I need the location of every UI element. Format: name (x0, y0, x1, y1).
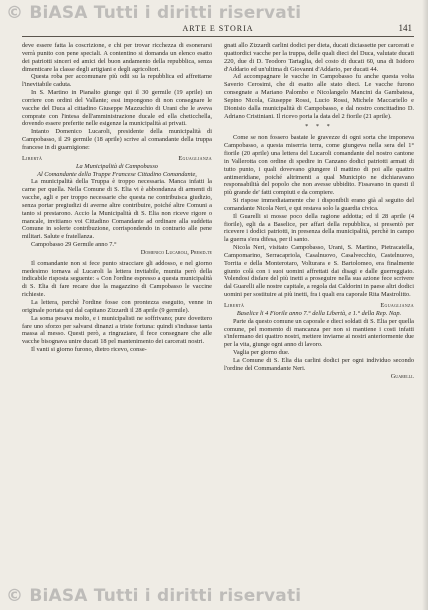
paragraph: Vaglia per giorno due. (233, 349, 290, 357)
paragraph: Parte da questo comune un caporale e dieci soldati di S. Elia per quella comune, pel momento di mancanza per non si mantiene i costi infatti s'infermano dei quattro nostri, mettere inviarne ai nostri anteriormente due per la vita, giunge ogni anno di lavoro. (224, 317, 414, 349)
paragraph: Il Guarelli si mosse poco della ragione addotta; ed il 28 aprile (4 fiorile), egli da a Baselice, per affari della repubblica, si presentò per ricevere i dodici patriotti, in presenza della municipalità, perchè in campo la guerra s'era difesa, per il santo. (224, 212, 414, 244)
watermark-top: © BiASA Tutti i diritti riservati (6, 3, 302, 23)
letter-label-liberta: Libertà (224, 302, 245, 309)
paragraph: Il vanti si giorno furono, dietro ricevo, conse- (31, 346, 147, 354)
left-column (22, 42, 212, 584)
paragraph: La lettera, perchè l'ordine fosse con prontezza eseguito, venne in originale portata qui dal capitano Zizzardi il 28 aprile (9 germile). (22, 299, 212, 314)
letter-header (22, 155, 212, 163)
letter-date: Baselice li 4 Fiorile anno 7.° della Libertà, e 1.° della Rep. Nap. (236, 309, 402, 317)
paragraph: Nicola Neri, visitato Campobasso, Urani, S. Martino, Pietracatella, Campomarino, Serracapriola, Casalnuovo, Casalvecchio, Castelnuovo, Torrita e della Monterotaro, Volturara e S. Bartolomeo, era finalmente giunto colà con i suoi uomini affrettati dai disagi e dalle guerreggiato. Volendosi disfare del più inetti a proseguire nella sua azione fece scrivere dal Guarelli alle nostre capitale, a regola dai Caldorini in paese altri dodici uomini per sostituire ai più inetti, fra i quali era caporale Rita Mastrolitto. (224, 244, 414, 299)
text-columns (22, 42, 414, 584)
letter-place: Campobasso 29 Germile anno 7.° (31, 241, 117, 249)
letter-label-liberta: Libertà (22, 154, 43, 162)
paragraph: In S. Martino in Pianalto giunge qui il 30 germile (19 aprile) un corriere con ordini del Vallante; essi impongono di non consegnare le vacche del Duca al cittadino Giuseppe Mazzuchio di Urani che le aveva comprate con l'intesa dell'amministrazione ducale ed ella cheticchella, dovendo essere preferite nelle esigenze la municipalità ai privati. (22, 89, 212, 128)
paragraph: gnati allo Zizzardi carlini dodici per dieta, ducati diciassette per carcerati e quattordici vacche per la truppa, delle quali dieci del Duca, valutate ducati 220, due di D. Teodoro Tartaglia, del costo di ducati 60, una di Isidoro d'Addario ed un'ultima di Giovanni d'Addario, per ducati 44. (224, 42, 414, 73)
section-separator: * * * (305, 123, 333, 131)
paragraph: Intanto Domenico Lucaroli, presidente della municipalità di Campobasso, il 29 germile (18 aprile) scrive al comandante della truppa francese in di guarnigione: (22, 128, 212, 151)
letter-label-eguaglianza: Eguaglianza (178, 154, 212, 162)
watermark-bottom: © BiASA Tutti i diritti riservati (6, 586, 302, 606)
letter-label-eguaglianza: Eguaglianza (380, 302, 414, 309)
letter-signature: Guarelli. (390, 372, 414, 380)
letter-from: La Municipalità di Campobasso (76, 162, 158, 170)
letter-header (224, 302, 414, 310)
paragraph: La soma pesava molto, e i municipalisti ne soffrivano; pure dovettero fare uno sforzo per salvarsi dinanzi a triste fortuna: quindi s'indusse tanta massa al messo. Questi però, a ringraziare, il fece consegnare che alle vacche bisognava unire ducati 18 pel mantenimento dei carcerati nostri. (22, 314, 212, 346)
paragraph: Si rispose immediatamente che i disponibili erano già al seguito del comandante Nicola Neri, e qui restava solo la guardia civica. (224, 197, 414, 212)
paragraph: deve essere fatta la coscrizione, e chi per trovar ricchezza di esonerarsi verrà punito con pene speciali. A contentino si domanda un elenco esatto dei patriotti sinceri ed amici del buon andamento della repubblica, senza dimenticare la classe degli artigiani e degli agricoltori. (22, 42, 212, 73)
page-edge-shadow (422, 0, 428, 610)
running-header (22, 24, 414, 37)
letter-signature: Domenico Lucaroli, Presid.te (140, 248, 212, 256)
paragraph: Il comandante non si fece punto stracciare gli addosso, e nel giorno medesimo tornava al Lucaroli la lettera invitabile, munita però della indicabile risposta seguente: « Con l'ordine espresso a questa municipalità di S. Elia di fare recare due la magazzino di Campobasso le vaccine richieste. (22, 259, 212, 299)
page-number: 141 (398, 23, 412, 33)
running-title: ARTE E STORIA (182, 24, 254, 33)
right-column (224, 42, 414, 584)
paragraph: Ad accompagnare le vacche in Campobasso fu anche questa volta Saverio Cerosimi, che di esatto alle stato dieci. Le vacche furono consegnate a Mariano Palombo e Nicolangelo Mancini da Gambatesa, Sepino Nicola, Giuseppe Rossi, Lucio Rossi, Michele Maccariello e Dionisio dalla municipalità di Campobasso, e dal nostro concittadino D. Adriano Cristiniani. Il ricevo porta la data del 2 fiorile (21 aprile). (224, 73, 414, 120)
paragraph: La Comune di S. Elia dia carlini dodici per ogni individuo secondo l'ordine del Commandante Neri. (224, 356, 414, 372)
letter-to: Al Comandante della Truppe Francese Cittadino Comandante, (37, 170, 197, 178)
paragraph: La municipalità della Truppa è troppo necessaria. Manca infatti la carne per quella. Nella Comune di S. Elia vi è abbondanza di armenti di vacche, agli e per troppo necessarie che questa ne contribuisca giudizio, senza portar pregiudizi di averne altre contribuire, poiché altre Comuni a tanto si prestarono. Accio la Municipalità di S. Elia non riceve rigore o mancale, invitiamo voi Cittadino Comandante ad ordinare alla suddetta Comune in solerte contribuzione, corrispondendo in contrario alle pene militari. Salute e fratellanza. (22, 178, 212, 241)
paragraph: Questa roba per accomunare più odii su la repubblica ed affrettarne l'inevitabile caduta. (22, 73, 212, 89)
paragraph: Come se non fossero bastate le gravezze di ogni sorta che imponeva Campobasso, a questa miserria terra, come giungeva nella sera del 1° fiorile (20 aprile) una lettera del Lucaroli comandante del nostro cantone in Vallerotta con ordine di spedire in Canzano dodici patriotti armati di tutto punto, i quali dovevano giungere il mattino di poi alle quattro antimeridiane, poiché altrimenti a qual Municipio ne dichiaravano responsabilità del popolo che non avesse ubbidito. Fissavano in questi il più grande de' fatti compiuti e da compiere. (224, 134, 414, 197)
